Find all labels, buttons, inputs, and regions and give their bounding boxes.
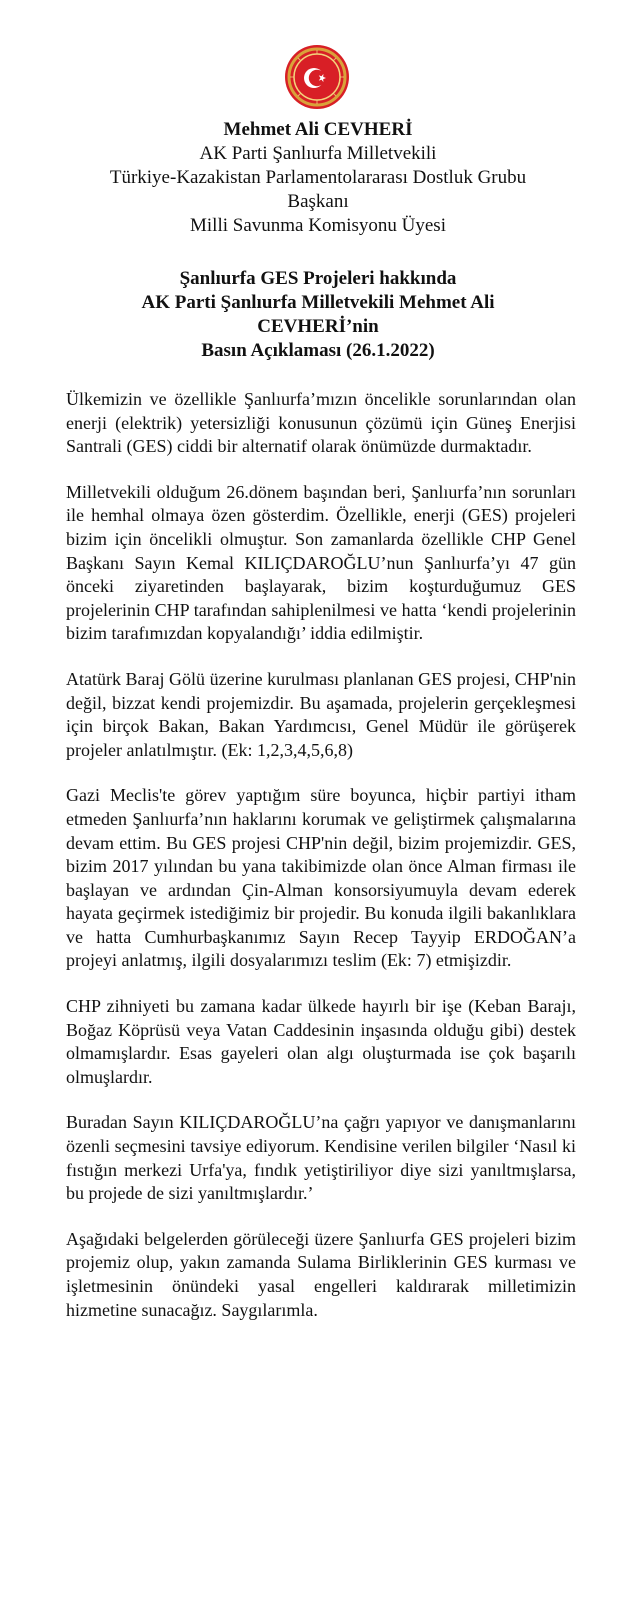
paragraph: Ülkemizin ve özellikle Şanlıurfa’mızın öncelikle sorunlarından olan enerji (elektrik) yetersizliği konusunun çözümü için Güneş Enerjisi Santrali (GES) ciddi bir alternatif olarak önümüzde durmaktadır. — [66, 389, 576, 457]
title-line: AK Parti Şanlıurfa Milletvekili Mehmet Ali — [141, 292, 495, 313]
sender-header — [60, 118, 576, 238]
paragraph: Atatürk Baraj Gölü üzerine kurulması planlanan GES projesi, CHP'nin değil, bizzat kendi projemizdir. Bu aşamada, projelerin gerçekleşmesi için birçok Bakan, Bakan Yardımcısı, Genel Müdür ile görüşerek projeler anlatılmıştır. (Ek: 1,2,3,4,5,6,8) — [66, 668, 576, 760]
title-line: Şanlıurfa GES Projeleri hakkında — [179, 268, 457, 289]
title-line: CEVHERİ’nin — [257, 316, 379, 337]
sender-title-line: Milli Savunma Komisyonu Üyesi — [190, 215, 446, 236]
paragraph: Buradan Sayın KILIÇDAROĞLU’na çağrı yapıyor ve danışmanlarını özenli seçmesini tavsiye ediyorum. Kendisine verilen bilgiler ‘Nasıl ki fıstığın merkezi Urfa'ya, fındık yetiştiriliyor diye sizi yanıltmışlarsa, bu projede de sizi yanıltmışlardır.’ — [66, 1112, 576, 1204]
document-title — [60, 267, 576, 363]
tbmm-seal-icon — [284, 44, 350, 110]
sender-title-line: AK Parti Şanlıurfa Milletvekili — [199, 143, 437, 164]
title-line: Basın Açıklaması (26.1.2022) — [201, 340, 435, 361]
paragraph: CHP zihniyeti bu zamana kadar ülkede hayırlı bir işe (Keban Barajı, Boğaz Köprüsü veya Vatan Caddesinin inşasında olduğu gibi) destek olmamışlardır. Esas gayeleri olan algı oluşturmada ise çok başarılı olmuşlardır. — [66, 996, 576, 1087]
sender-title-line: Türkiye-Kazakistan Parlamentolararası Dostluk Grubu — [109, 167, 527, 188]
statement-body — [66, 388, 576, 1344]
sender-title-line: Başkanı — [287, 191, 349, 212]
paragraph: Gazi Meclis'te görev yaptığım süre boyunca, hiçbir partiyi itham etmeden Şanlıurfa’nın haklarını korumak ve geliştirmek çalışmalarına devam ettim. Bu GES projesi CHP'nin değil, bizim projemizdir. GES, bizim 2017 yılından bu yana takibimizde olan önce Alman firması ile başlayan ve ardından Çin-Alman konsorsiyumuyla devam ederek hayata geçirmek istediğimiz bir projedir. Bu konuda ilgili bakanlıklara ve hatta Cumhurbaşkanımız Sayın Recep Tayyip ERDOĞAN’a projeyi anlatmış, ilgili dosyalarımızı teslim (Ek: 7) etmişizdir. — [66, 785, 576, 971]
paragraph: Aşağıdaki belgelerden görüleceği üzere Şanlıurfa GES projeleri bizim projemiz olup, yakın zamanda Sulama Birliklerinin GES kurması ve işletmesinin önündeki yasal engelleri kaldırarak milletimizin hizmetine sunacağız. Saygılarımla. — [66, 1228, 576, 1320]
paragraph: Milletvekili olduğum 26.dönem başından beri, Şanlıurfa’nın sorunları ile hemhal olmaya özen gösterdim. Özellikle, enerji (GES) projeleri bizim için öncelikli olmuştur. Son zamanlarda özellikle CHP Genel Başkanı Sayın Kemal KILIÇDAROĞLU’nun Şanlıurfa’yı 47 gün önceki ziyaretinden başlayarak, bizim koşturduğumuz GES projelerinin CHP tarafından sahiplenilmesi ve hatta ‘kendi projelerinin bizim tarafımızdan kopyalandığı’ iddia edilmiştir. — [66, 481, 576, 644]
sender-name: Mehmet Ali CEVHERİ — [223, 119, 413, 140]
